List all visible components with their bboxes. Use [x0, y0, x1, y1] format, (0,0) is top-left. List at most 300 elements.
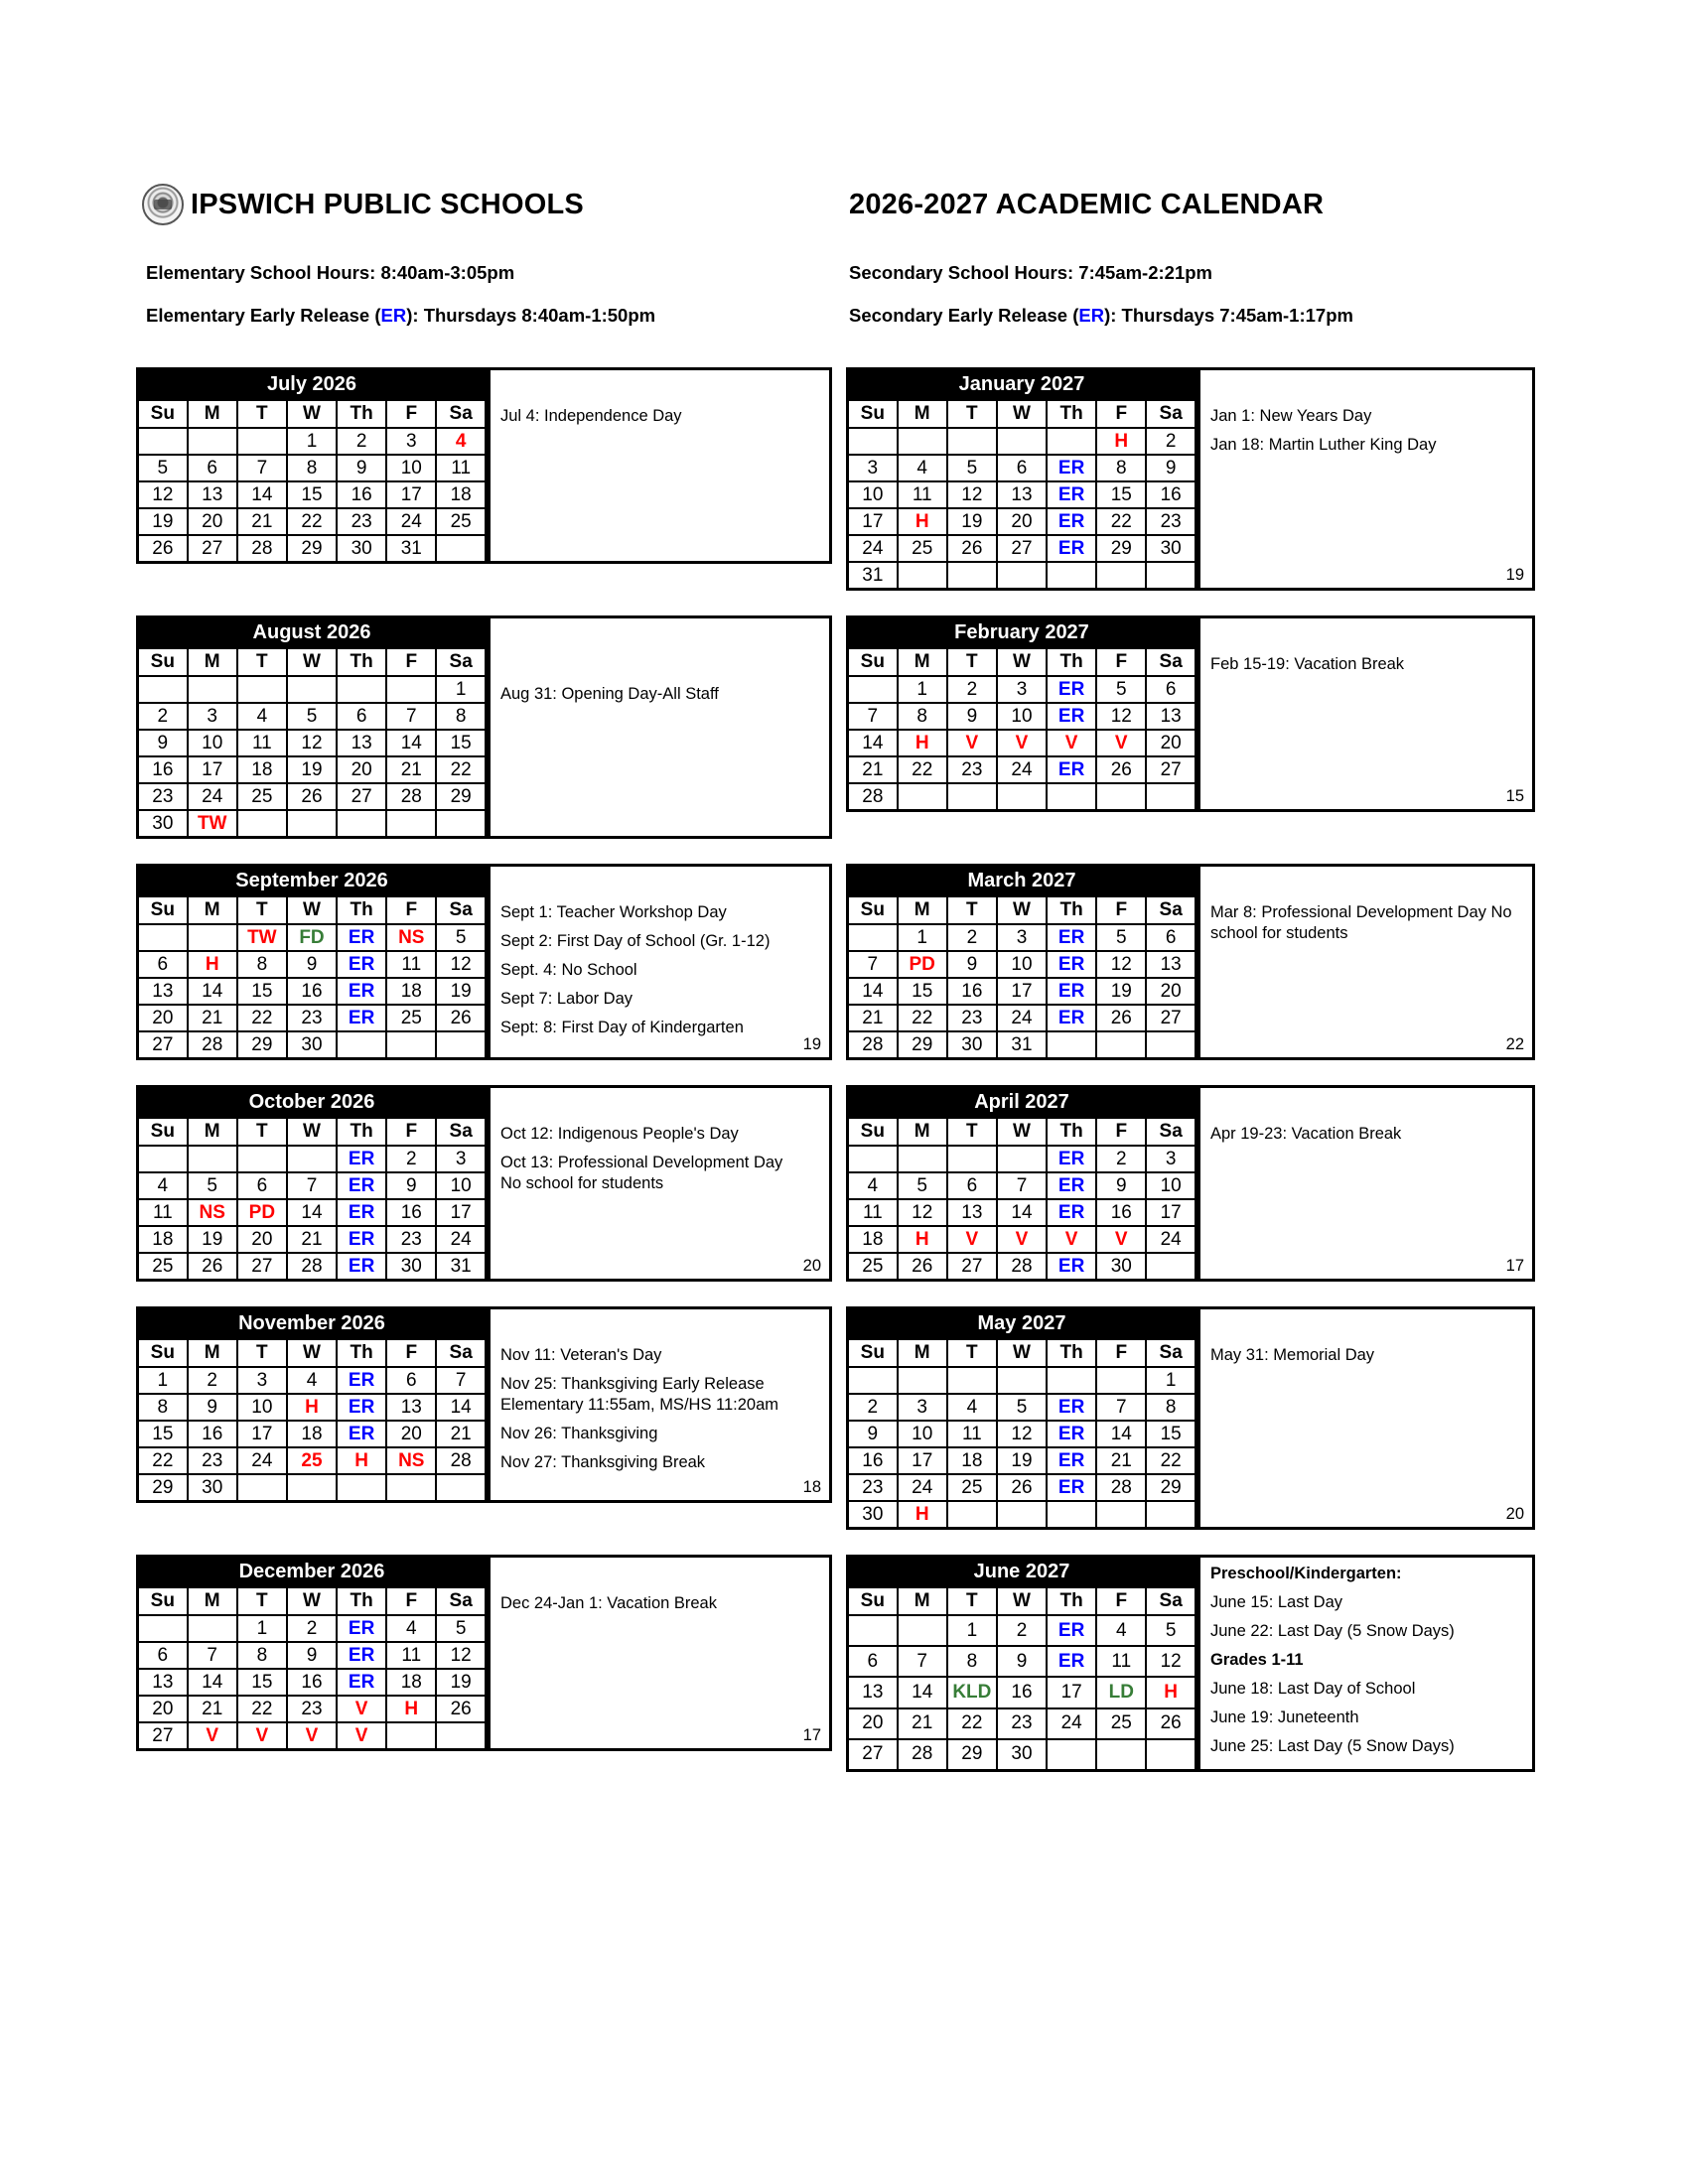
empty-day-cell [1146, 1253, 1196, 1281]
day-cell: 7 [237, 455, 287, 481]
day-cell: 20 [997, 508, 1047, 535]
day-cell: 13 [997, 481, 1047, 508]
day-cell: V [997, 730, 1047, 756]
day-cell: 13 [947, 1199, 997, 1226]
day-cell: 2 [287, 1615, 337, 1642]
day-cell: ER [337, 1669, 386, 1696]
day-cell: 13 [1146, 951, 1196, 978]
day-of-week-label: F [386, 648, 436, 676]
months-grid [136, 367, 1535, 1772]
day-cell: V [997, 1226, 1047, 1253]
day-of-week-label: W [287, 1587, 337, 1615]
month-block-february-2027 [846, 615, 1535, 812]
day-of-week-label: W [997, 1118, 1047, 1146]
elementary-hours-line: Elementary School Hours: 8:40am-3:05pm [146, 262, 515, 283]
day-cell: 9 [997, 1646, 1047, 1677]
day-of-week-label: Th [337, 1587, 386, 1615]
empty-day-cell [287, 676, 337, 703]
day-cell: 19 [436, 978, 486, 1005]
day-cell: V [237, 1722, 287, 1750]
day-cell: 8 [138, 1394, 188, 1421]
school-seal-logo [142, 184, 184, 225]
empty-day-cell [138, 924, 188, 951]
day-cell: 19 [287, 756, 337, 783]
day-cell: 23 [337, 508, 386, 535]
empty-day-cell [947, 783, 997, 811]
day-of-week-label: Th [337, 648, 386, 676]
day-cell: 10 [848, 481, 898, 508]
day-cell: 8 [1096, 455, 1146, 481]
empty-day-cell [848, 1367, 898, 1394]
day-cell: 28 [848, 1031, 898, 1059]
day-cell: 10 [1146, 1172, 1196, 1199]
note-line: June 15: Last Day [1210, 1593, 1342, 1611]
day-cell: 2 [138, 703, 188, 730]
day-cell: 3 [997, 924, 1047, 951]
month-title: July 2026 [138, 369, 487, 401]
day-cell: 27 [337, 783, 386, 810]
day-cell: ER [1047, 1005, 1096, 1031]
day-of-week-label: F [386, 896, 436, 924]
day-cell: NS [188, 1199, 237, 1226]
empty-day-cell [947, 562, 997, 590]
note-line: Grades 1-11 [1210, 1651, 1304, 1669]
day-cell: 21 [188, 1005, 237, 1031]
day-cell: 3 [237, 1367, 287, 1394]
secondary-er-suffix: ): Thursdays 7:45am-1:17pm [1104, 305, 1353, 326]
day-cell: 12 [436, 951, 486, 978]
day-cell: 15 [138, 1421, 188, 1447]
day-cell: 1 [947, 1615, 997, 1646]
day-cell: ER [1047, 676, 1096, 703]
day-cell: 31 [848, 562, 898, 590]
day-cell: 6 [848, 1646, 898, 1677]
day-cell: 3 [997, 676, 1047, 703]
day-of-week-label: T [237, 1118, 287, 1146]
empty-day-cell [237, 810, 287, 838]
day-cell: 25 [287, 1447, 337, 1474]
day-cell: 1 [237, 1615, 287, 1642]
day-cell: 14 [436, 1394, 486, 1421]
day-cell: 6 [138, 951, 188, 978]
day-cell: 9 [188, 1394, 237, 1421]
empty-day-cell [848, 676, 898, 703]
day-cell: ER [337, 924, 386, 951]
day-cell: ER [1047, 508, 1096, 535]
empty-day-cell [1146, 1739, 1196, 1771]
note-line: June 18: Last Day of School [1210, 1680, 1416, 1698]
day-cell: 28 [386, 783, 436, 810]
day-cell: 19 [997, 1447, 1047, 1474]
day-cell: 29 [1096, 535, 1146, 562]
day-cell: 15 [287, 481, 337, 508]
day-of-week-label: Th [1047, 1339, 1096, 1367]
empty-day-cell [386, 1722, 436, 1750]
day-cell: ER [337, 1615, 386, 1642]
day-cell: 18 [386, 978, 436, 1005]
day-cell: 25 [436, 508, 486, 535]
day-cell: FD [287, 924, 337, 951]
day-cell: 11 [947, 1421, 997, 1447]
note-line: Oct 13: Professional Development Day No school for students [500, 1154, 783, 1192]
day-cell: 20 [237, 1226, 287, 1253]
day-cell: 26 [947, 535, 997, 562]
day-cell: ER [1047, 924, 1096, 951]
empty-day-cell [947, 1367, 997, 1394]
day-cell: 17 [188, 756, 237, 783]
day-cell: H [898, 1226, 947, 1253]
day-cell: 2 [947, 676, 997, 703]
note-line: Apr 19-23: Vacation Break [1210, 1125, 1402, 1143]
day-cell: 13 [138, 978, 188, 1005]
month-title: September 2026 [138, 866, 487, 897]
day-cell: 2 [848, 1394, 898, 1421]
month-notes-november-2026 [488, 1306, 832, 1503]
day-of-week-label: T [947, 896, 997, 924]
month-title: March 2027 [848, 866, 1196, 897]
day-cell: 10 [386, 455, 436, 481]
day-cell: 27 [848, 1739, 898, 1771]
day-cell: 11 [898, 481, 947, 508]
elementary-er-prefix: Elementary Early Release ( [146, 305, 381, 326]
day-cell: 9 [287, 1642, 337, 1669]
day-cell: ER [1047, 1253, 1096, 1281]
day-cell: 19 [947, 508, 997, 535]
day-cell: 8 [947, 1646, 997, 1677]
empty-day-cell [997, 1146, 1047, 1172]
day-cell: 5 [287, 703, 337, 730]
day-of-week-label: W [287, 1118, 337, 1146]
day-cell: 24 [997, 1005, 1047, 1031]
note-line: June 25: Last Day (5 Snow Days) [1210, 1737, 1455, 1755]
day-cell: 22 [898, 1005, 947, 1031]
day-cell: 28 [237, 535, 287, 563]
day-cell: 26 [287, 783, 337, 810]
month-notes-august-2026 [488, 615, 832, 839]
day-of-week-label: Th [1047, 1118, 1096, 1146]
day-of-week-label: T [947, 1339, 997, 1367]
calendar-table-december-2026 [136, 1555, 488, 1751]
note-line: Dec 24-Jan 1: Vacation Break [500, 1594, 717, 1612]
calendar-table-august-2026 [136, 615, 488, 839]
empty-day-cell [898, 783, 947, 811]
month-block-march-2027 [846, 864, 1535, 1060]
day-of-week-label: W [997, 648, 1047, 676]
day-cell: 27 [997, 535, 1047, 562]
day-cell: 5 [898, 1172, 947, 1199]
day-cell: 6 [237, 1172, 287, 1199]
day-cell: 30 [947, 1031, 997, 1059]
secondary-early-release-line [849, 305, 1353, 327]
day-of-week-label: W [997, 896, 1047, 924]
day-cell: ER [1047, 1646, 1096, 1677]
day-cell: 29 [237, 1031, 287, 1059]
day-cell: ER [1047, 1172, 1096, 1199]
day-cell: 19 [1096, 978, 1146, 1005]
day-cell: 8 [237, 1642, 287, 1669]
day-of-week-label: Sa [436, 648, 486, 676]
day-cell: 25 [1096, 1708, 1146, 1739]
empty-day-cell [1047, 1739, 1096, 1771]
day-cell: ER [1047, 1421, 1096, 1447]
day-cell: 2 [188, 1367, 237, 1394]
day-cell: ER [337, 1005, 386, 1031]
day-cell: 5 [997, 1394, 1047, 1421]
calendar-table-july-2026 [136, 367, 488, 564]
empty-day-cell [1047, 562, 1096, 590]
note-line: Nov 27: Thanksgiving Break [500, 1453, 706, 1471]
day-cell: 25 [138, 1253, 188, 1281]
day-of-week-label: W [287, 400, 337, 428]
day-cell: 17 [848, 508, 898, 535]
day-cell: 25 [237, 783, 287, 810]
day-cell: 14 [898, 1677, 947, 1707]
empty-day-cell [138, 1146, 188, 1172]
day-cell: 5 [188, 1172, 237, 1199]
day-cell: 21 [436, 1421, 486, 1447]
elementary-er-suffix: ): Thursdays 8:40am-1:50pm [406, 305, 656, 326]
day-cell: H [1146, 1677, 1196, 1707]
month-block-july-2026 [136, 367, 832, 564]
day-cell: 22 [1146, 1447, 1196, 1474]
day-cell: 31 [997, 1031, 1047, 1059]
day-of-week-label: Su [138, 1118, 188, 1146]
day-cell: 2 [1096, 1146, 1146, 1172]
month-notes-january-2027 [1197, 367, 1535, 591]
day-of-week-label: M [188, 1118, 237, 1146]
day-cell: 28 [848, 783, 898, 811]
day-cell: 11 [237, 730, 287, 756]
day-cell: 23 [848, 1474, 898, 1501]
day-of-week-label: T [947, 1118, 997, 1146]
month-block-january-2027 [846, 367, 1535, 591]
month-notes-june-2027 [1197, 1555, 1535, 1772]
day-cell: 25 [947, 1474, 997, 1501]
day-cell: 19 [188, 1226, 237, 1253]
day-of-week-label: T [237, 648, 287, 676]
day-cell: 5 [1146, 1615, 1196, 1646]
day-of-week-label: Su [848, 1587, 898, 1615]
note-line: Nov 26: Thanksgiving [500, 1425, 658, 1442]
day-cell: 11 [386, 951, 436, 978]
day-cell: 5 [436, 1615, 486, 1642]
day-cell: 30 [1146, 535, 1196, 562]
empty-day-cell [237, 428, 287, 455]
day-cell: 21 [386, 756, 436, 783]
day-cell: 30 [848, 1501, 898, 1529]
calendar-title: 2026-2027 ACADEMIC CALENDAR [849, 189, 1325, 220]
day-cell: 6 [997, 455, 1047, 481]
day-cell: V [947, 1226, 997, 1253]
day-cell: 29 [1146, 1474, 1196, 1501]
day-cell: 12 [1146, 1646, 1196, 1677]
day-cell: ER [337, 1253, 386, 1281]
month-block-december-2026 [136, 1555, 832, 1751]
note-line: June 22: Last Day (5 Snow Days) [1210, 1622, 1455, 1640]
day-cell: 4 [138, 1172, 188, 1199]
day-cell: 13 [138, 1669, 188, 1696]
empty-day-cell [237, 1146, 287, 1172]
day-of-week-label: M [898, 1339, 947, 1367]
day-cell: 29 [138, 1474, 188, 1502]
day-of-week-label: T [947, 648, 997, 676]
calendar-table-november-2026 [136, 1306, 488, 1503]
day-cell: 6 [1146, 676, 1196, 703]
day-cell: ER [337, 1226, 386, 1253]
day-cell: 15 [237, 1669, 287, 1696]
day-of-week-label: Su [848, 1339, 898, 1367]
day-cell: V [1047, 730, 1096, 756]
day-cell: 3 [386, 428, 436, 455]
empty-day-cell [997, 1501, 1047, 1529]
day-cell: 12 [287, 730, 337, 756]
day-cell: 28 [1096, 1474, 1146, 1501]
day-of-week-label: F [1096, 400, 1146, 428]
day-cell: 7 [898, 1646, 947, 1677]
day-cell: 22 [1096, 508, 1146, 535]
month-notes-february-2027 [1197, 615, 1535, 812]
day-cell: 22 [436, 756, 486, 783]
month-block-october-2026 [136, 1085, 832, 1282]
day-of-week-label: M [898, 1587, 947, 1615]
day-cell: 18 [138, 1226, 188, 1253]
day-cell: 12 [947, 481, 997, 508]
day-cell: 4 [436, 428, 486, 455]
day-cell: 6 [138, 1642, 188, 1669]
day-of-week-label: M [898, 648, 947, 676]
day-cell: 28 [997, 1253, 1047, 1281]
day-cell: 18 [436, 481, 486, 508]
day-of-week-label: Su [138, 648, 188, 676]
day-cell: 8 [436, 703, 486, 730]
day-cell: 1 [1146, 1367, 1196, 1394]
day-cell: 5 [436, 924, 486, 951]
day-cell: 25 [898, 535, 947, 562]
day-cell: 21 [848, 756, 898, 783]
day-of-week-label: Sa [1146, 1118, 1196, 1146]
day-cell: 27 [1146, 756, 1196, 783]
day-cell: 29 [947, 1739, 997, 1771]
day-of-week-label: Sa [436, 896, 486, 924]
day-cell: 20 [1146, 730, 1196, 756]
note-line: Sept. 4: No School [500, 961, 637, 979]
note-line: Feb 15-19: Vacation Break [1210, 655, 1405, 673]
day-cell: 17 [436, 1199, 486, 1226]
day-cell: 26 [898, 1253, 947, 1281]
day-cell: 27 [1146, 1005, 1196, 1031]
empty-day-cell [1096, 1739, 1146, 1771]
note-line: Oct 12: Indigenous People's Day [500, 1125, 739, 1143]
calendar-table-may-2027 [846, 1306, 1197, 1530]
day-cell: ER [1047, 1394, 1096, 1421]
day-cell: 9 [138, 730, 188, 756]
empty-day-cell [997, 783, 1047, 811]
day-cell: 9 [1146, 455, 1196, 481]
day-cell: 21 [898, 1708, 947, 1739]
day-cell: ER [1047, 1146, 1096, 1172]
day-cell: 13 [188, 481, 237, 508]
school-days-count: 20 [1505, 1505, 1524, 1523]
day-cell: 24 [188, 783, 237, 810]
day-cell: 15 [1096, 481, 1146, 508]
empty-day-cell [1096, 783, 1146, 811]
day-of-week-label: M [898, 1118, 947, 1146]
empty-day-cell [947, 1501, 997, 1529]
day-of-week-label: Th [1047, 400, 1096, 428]
day-cell: ER [1047, 703, 1096, 730]
day-cell: 19 [138, 508, 188, 535]
day-of-week-label: Sa [1146, 1587, 1196, 1615]
day-cell: 30 [287, 1031, 337, 1059]
secondary-er-prefix: Secondary Early Release ( [849, 305, 1079, 326]
month-block-august-2026 [136, 615, 832, 839]
day-cell: 9 [947, 951, 997, 978]
day-of-week-label: Su [848, 648, 898, 676]
empty-day-cell [436, 1031, 486, 1059]
empty-day-cell [436, 810, 486, 838]
day-cell: 2 [947, 924, 997, 951]
day-cell: 30 [386, 1253, 436, 1281]
day-cell: 17 [898, 1447, 947, 1474]
day-cell: 20 [848, 1708, 898, 1739]
day-cell: 12 [138, 481, 188, 508]
day-cell: 18 [386, 1669, 436, 1696]
empty-day-cell [337, 676, 386, 703]
day-cell: 14 [188, 978, 237, 1005]
day-cell: 14 [848, 978, 898, 1005]
empty-day-cell [287, 810, 337, 838]
day-of-week-label: W [287, 896, 337, 924]
day-of-week-label: M [898, 400, 947, 428]
day-cell: 26 [436, 1696, 486, 1722]
day-cell: 3 [1146, 1146, 1196, 1172]
day-cell: 12 [1096, 951, 1146, 978]
calendar-table-june-2027 [846, 1555, 1197, 1772]
day-cell: LD [1096, 1677, 1146, 1707]
day-cell: 3 [188, 703, 237, 730]
empty-day-cell [898, 1615, 947, 1646]
month-notes-december-2026 [488, 1555, 832, 1751]
day-cell: H [287, 1394, 337, 1421]
empty-day-cell [1146, 562, 1196, 590]
day-cell: 16 [848, 1447, 898, 1474]
empty-day-cell [898, 1367, 947, 1394]
day-cell: 23 [287, 1696, 337, 1722]
day-cell: 18 [287, 1421, 337, 1447]
day-cell: 12 [1096, 703, 1146, 730]
day-cell: H [898, 1501, 947, 1529]
month-block-april-2027 [846, 1085, 1535, 1282]
empty-day-cell [898, 1146, 947, 1172]
day-cell: 28 [436, 1447, 486, 1474]
day-cell: H [386, 1696, 436, 1722]
day-cell: 9 [848, 1421, 898, 1447]
empty-day-cell [188, 924, 237, 951]
calendar-table-march-2027 [846, 864, 1197, 1060]
day-cell: 16 [386, 1199, 436, 1226]
day-cell: 29 [898, 1031, 947, 1059]
day-cell: ER [337, 951, 386, 978]
day-cell: 4 [848, 1172, 898, 1199]
day-of-week-label: F [386, 1339, 436, 1367]
empty-day-cell [848, 924, 898, 951]
day-cell: 5 [1096, 924, 1146, 951]
note-line: Aug 31: Opening Day-All Staff [500, 685, 719, 703]
day-cell: 7 [436, 1367, 486, 1394]
day-cell: 26 [436, 1005, 486, 1031]
month-title: April 2027 [848, 1087, 1196, 1119]
day-cell: ER [1047, 1447, 1096, 1474]
